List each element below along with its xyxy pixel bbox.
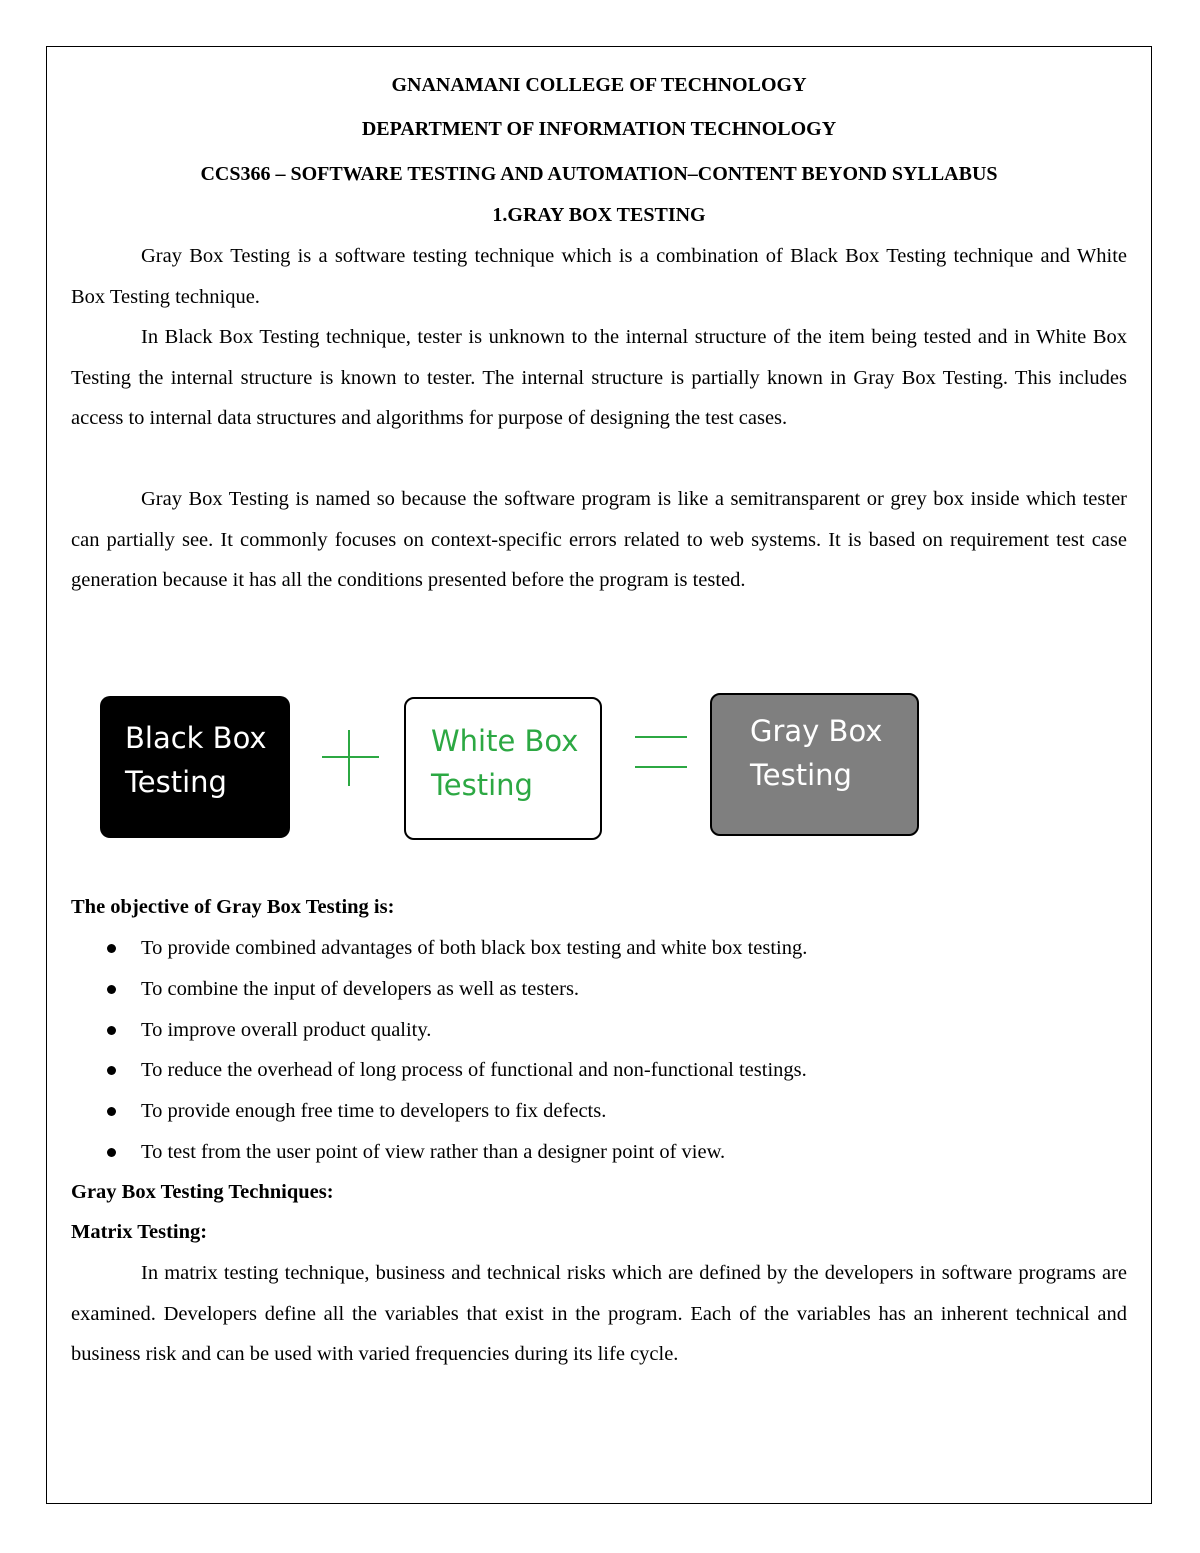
intro-paragraph-3: Gray Box Testing is named so because the software program is like a semitransparent or grey box inside which tester can partially see. It commonly focuses on context-specific errors related to web systems. It is based on requirement test case generation because it has all the conditions presented before the program is tested. xyxy=(71,488,1127,591)
bullet-icon xyxy=(107,1026,116,1035)
black-box-label-line2: Testing xyxy=(125,765,227,799)
black-box-label-line1: Black Box xyxy=(125,721,267,755)
bullet-icon xyxy=(107,1066,116,1075)
list-item: To test from the user point of view rather than a designer point of view. xyxy=(71,1132,1127,1173)
matrix-testing-paragraph: In matrix testing technique, business and technical risks which are defined by the developers in software programs are examined. Developers define all the variables that exist in the program. Each of the variables has an inherent technical and business risk and can be used with varied frequencies during its life cycle. xyxy=(71,1262,1127,1365)
gray-box-label-line1: Gray Box xyxy=(750,714,883,748)
intro-paragraph-1: Gray Box Testing is a software testing technique which is a combination of Black Box Testing technique and White Box Testing technique. xyxy=(71,245,1127,308)
topic-title: 1.GRAY BOX TESTING xyxy=(492,204,706,226)
list-item: To improve overall product quality. xyxy=(71,1010,1127,1051)
college-name: GNANAMANI COLLEGE OF TECHNOLOGY xyxy=(391,74,807,96)
white-box-label-line1: White Box xyxy=(431,724,579,758)
list-item: To combine the input of developers as well as testers. xyxy=(71,969,1127,1010)
department-name: DEPARTMENT OF INFORMATION TECHNOLOGY xyxy=(361,118,837,140)
gray-box-label-line2: Testing xyxy=(750,758,852,792)
objectives-list xyxy=(71,928,1127,1173)
bullet-icon xyxy=(107,1148,116,1157)
white-box-testing-box xyxy=(404,697,602,840)
techniques-heading: Gray Box Testing Techniques: xyxy=(71,1181,334,1203)
list-item: To reduce the overhead of long process of functional and non-functional testings. xyxy=(71,1050,1127,1091)
objectives-heading: The objective of Gray Box Testing is: xyxy=(71,896,395,918)
list-item: To provide combined advantages of both black box testing and white box testing. xyxy=(71,928,1127,969)
matrix-testing-heading: Matrix Testing: xyxy=(71,1221,208,1243)
course-title: CCS366 – SOFTWARE TESTING AND AUTOMATION–CONTENT BEYOND SYLLABUS xyxy=(200,163,998,185)
bullet-icon xyxy=(107,944,116,953)
intro-paragraph-2: In Black Box Testing technique, tester is unknown to the internal structure of the item being tested and in White Box Testing the internal structure is known to tester. The internal structure is partially known in Gray Box Testing. This includes access to internal data structures and algorithms for purpose of designing the test cases. xyxy=(71,326,1127,429)
bullet-icon xyxy=(107,985,116,994)
white-box-label-line2: Testing xyxy=(431,768,533,802)
black-box-testing-box xyxy=(100,696,290,838)
gray-box-testing-box xyxy=(710,693,919,836)
bullet-icon xyxy=(107,1107,116,1116)
list-item: To provide enough free time to developers to fix defects. xyxy=(71,1091,1127,1132)
